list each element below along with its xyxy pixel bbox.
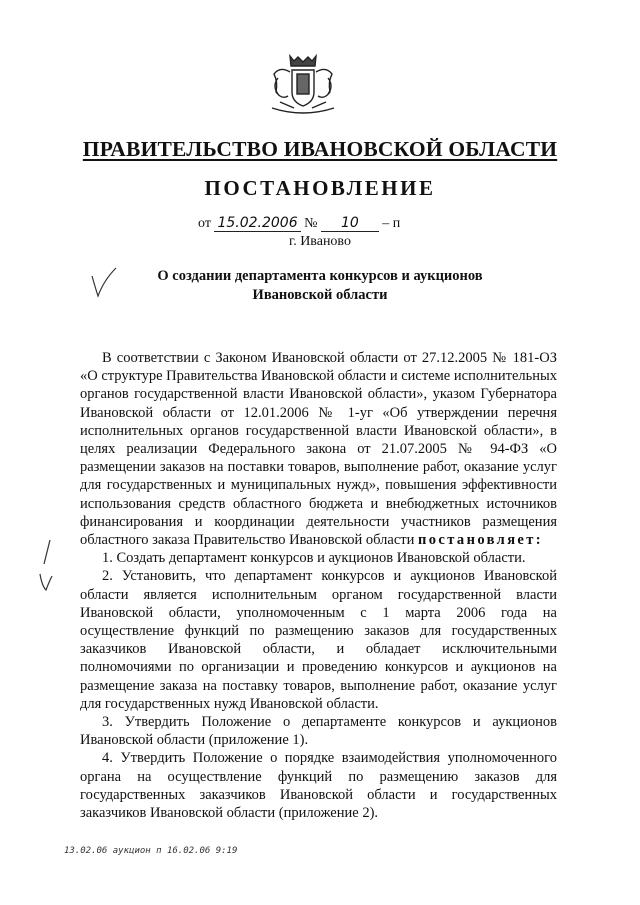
- margin-checkmark-icon: [38, 572, 54, 592]
- document-subject: [130, 267, 510, 305]
- date-number-line: [198, 216, 400, 232]
- list-item: 3. Утвердить Положение о департаменте конкурсов и аукционов Ивановской области (приложение 1).: [80, 714, 557, 749]
- list-item: 1. Создать департамент конкурсов и аукционов Ивановской области.: [102, 550, 526, 567]
- number-suffix: – п: [382, 216, 401, 231]
- city: г. Иваново: [289, 234, 351, 249]
- list-item: 2. Установить, что департамент конкурсов и аукционов Ивановской области является исполнительным органом государственной власти Ивановской области, уполномоченным с 1 марта 2006 года на осуществление функций по размещению заказов для государственных заказчиков Ивановской области, и обладает исключительными полномочиями по организации и проведению конкурсов и аукционов на размещение заказа на поставку товаров, выполнение работ, оказание услуг для государственных нужд Ивановской области.: [80, 568, 557, 712]
- checkmark-icon: [88, 266, 120, 300]
- document-type: ПОСТАНОВЛЕНИЕ: [204, 176, 436, 200]
- print-stamp: 13.02.06 аукцион п 16.02.06 9:19: [64, 846, 238, 856]
- list-item: 4. Утвердить Положение о порядке взаимодействия уполномоченного органа на осуществление функций по размещению заказов для государственных заказчиков Ивановской области и государственных заказчиков Ивановской области (приложение 2).: [80, 750, 557, 822]
- subject-line-1: О создании департамента конкурсов и аукционов: [157, 268, 483, 284]
- number-prefix: №: [304, 216, 318, 231]
- margin-mark-icon: [40, 538, 54, 568]
- number-value: 10: [321, 216, 379, 232]
- subject-line-2: Ивановской области: [252, 287, 388, 303]
- decree-word: постановляет:: [417, 532, 544, 549]
- organization-title: ПРАВИТЕЛЬСТВО ИВАНОВСКОЙ ОБЛАСТИ: [82, 137, 558, 161]
- document-body: [80, 349, 557, 822]
- date-prefix: от: [198, 216, 211, 231]
- date-value: 15.02.2006: [214, 216, 300, 232]
- preamble-paragraph: [80, 349, 557, 549]
- coat-of-arms-icon: [268, 52, 338, 116]
- preamble-text: В соответствии с Законом Ивановской области от 27.12.2005 № 181-ОЗ «О структуре Правительства Ивановской области и системе исполнительных органов государственной власти Ивановской области», указом Губернатора Ивановской области от 12.01.2006 № 1-уг «Об утверждении перечня исполнительных органов государственной власти Ивановской области», в целях реализации Федерального закона от 21.07.2005 № 94-ФЗ «О размещении заказов на поставки товаров, выполнение работ, оказание услуг для государственных и муниципальных нужд», повышения эффективности использования средств областного бюджета и внебюджетных источников финансирования и координации деятельности участников размещения областного заказа Правительство Ивановской области: [80, 350, 558, 549]
